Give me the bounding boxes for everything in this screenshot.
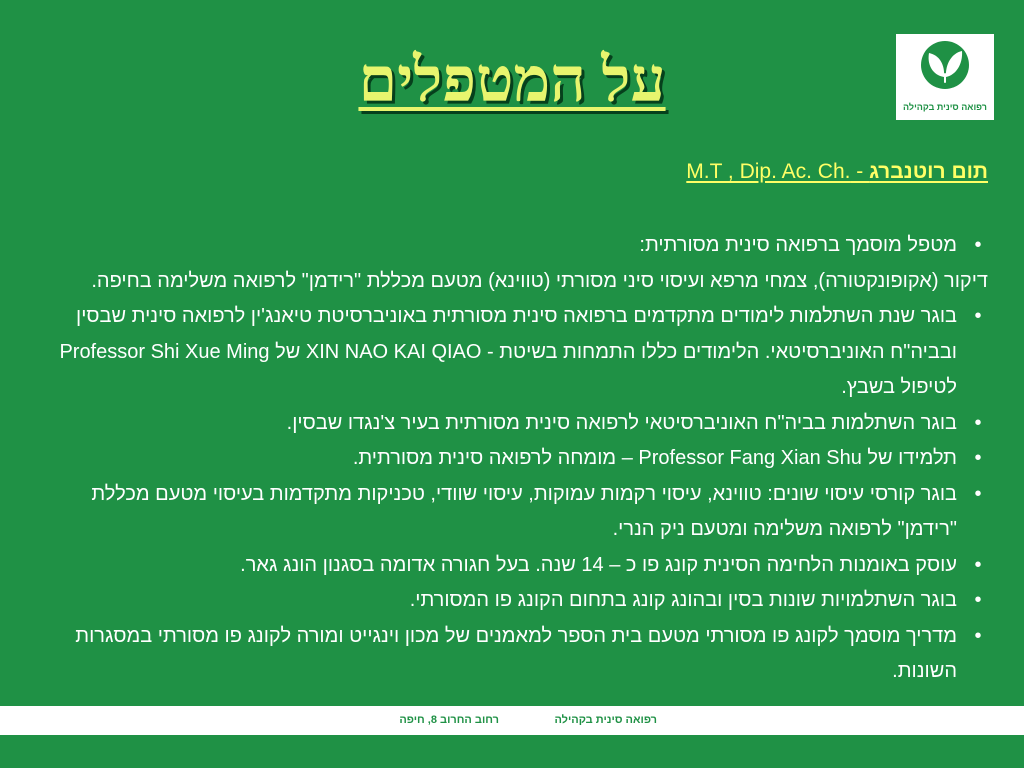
bullet-icon: • bbox=[974, 589, 982, 611]
footer-organization: רפואה סינית בקהילה bbox=[554, 714, 657, 726]
bullet-icon: • bbox=[974, 411, 982, 434]
qualification-item bbox=[48, 548, 988, 584]
qualification-item bbox=[48, 406, 988, 442]
heading-separator: - bbox=[850, 160, 870, 183]
footer bbox=[0, 706, 1024, 735]
bullet-icon: • bbox=[974, 482, 982, 505]
qualification-text: בוגר קורסי עיסוי שונים: טווינא, עיסוי רקמות עמוקות, עיסוי שוודי, טכניקות מתקדמות בעיסוי מטעם מכללת "רידמן" לרפואה משלימה ומטעם ניק הנרי. bbox=[91, 482, 957, 540]
qualification-text: בוגר שנת השתלמות לימודים מתקדמים ברפואה סינית מסורתית באוניברסיטת טיאנג'ין לרפואה סינית שבסין ובביה"ח האוניברסיטאי. הלימודים כללו התמחות בשיטת - XIN NAO KAI QIAO של Professor Shi Xue Ming לטיפול בשבץ. bbox=[59, 305, 957, 398]
qualification-item bbox=[48, 228, 988, 264]
qualification-text: מדריך מוסמך לקונג פו מסורתי מטעם בית הספר למאמנים של מכון וינגייט ומורה לקונג פו מסורתי במסגרות השונות. bbox=[75, 624, 957, 682]
footer-address: רחוב החרוב 8, חיפה bbox=[399, 714, 499, 726]
therapist-heading bbox=[686, 158, 988, 186]
therapist-name: תום רוטנברג bbox=[869, 160, 988, 183]
qualification-item bbox=[48, 477, 988, 548]
qualification-text: דיקור (אקופונקטורה), צמחי מרפא ועיסוי סיני מסורתי (טווינא) מטעם מכללת "רידמן" לרפואה משלימה בחיפה. bbox=[91, 269, 988, 292]
leaves-logo-icon bbox=[920, 40, 970, 90]
bullet-icon: • bbox=[974, 553, 982, 576]
qualification-text: בוגר השתלמות בביה"ח האוניברסיטאי לרפואה סינית מסורתית בעיר צ'נגדו שבסין. bbox=[286, 411, 957, 434]
qualification-item bbox=[48, 264, 988, 300]
bullet-icon: • bbox=[974, 234, 982, 256]
bullet-icon: • bbox=[974, 624, 982, 647]
qualification-item bbox=[48, 619, 988, 690]
logo bbox=[896, 34, 994, 120]
bullet-icon: • bbox=[974, 305, 982, 327]
qualification-text: תלמידו של Professor Fang Xian Shu – מומחה לרפואה סינית מסורתית. bbox=[352, 447, 957, 469]
qualification-text: עוסק באומנות הלחימה הסינית קונג פו כ – 14 שנה. בעל חגורה אדומה בסגנון הונג גאר. bbox=[240, 553, 957, 576]
qualification-item bbox=[48, 299, 988, 406]
logo-caption: רפואה סינית בקהילה bbox=[903, 102, 987, 112]
qualification-text: מטפל מוסמך ברפואה סינית מסורתית: bbox=[639, 234, 957, 256]
qualifications-list bbox=[48, 228, 988, 690]
qualification-item bbox=[48, 441, 988, 477]
bullet-icon: • bbox=[974, 447, 982, 469]
qualification-item bbox=[48, 583, 988, 619]
qualification-text: בוגר השתלמויות שונות בסין ובהונג קונג בתחום הקונג פו המסורתי. bbox=[409, 589, 957, 611]
slide-title: על המטפלים bbox=[358, 47, 666, 115]
therapist-credentials: M.T , Dip. Ac. Ch. bbox=[686, 160, 851, 183]
